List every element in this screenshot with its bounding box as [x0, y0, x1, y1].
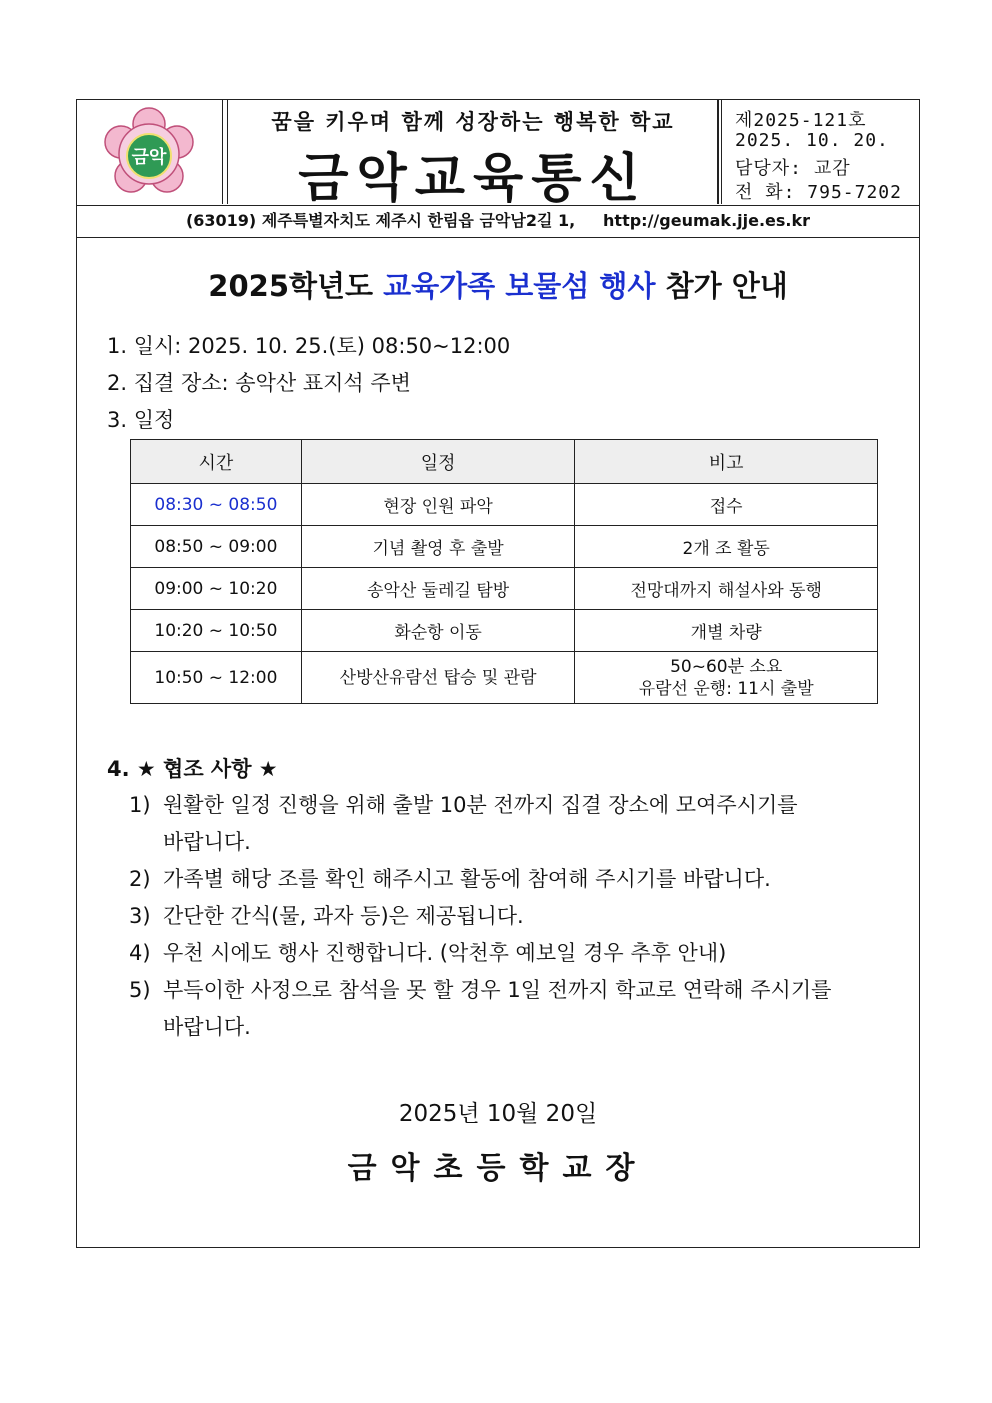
list-item	[129, 861, 915, 898]
logo-cell	[77, 100, 223, 204]
note-cell	[575, 652, 878, 704]
phone: 전 화: 795-7202	[735, 182, 902, 203]
masthead	[229, 100, 717, 209]
table-row	[131, 484, 878, 526]
document-title	[77, 264, 919, 305]
event-cell: 화순항 이동	[301, 610, 575, 652]
manager: 담당자: 교감	[735, 158, 851, 179]
list-item	[129, 787, 915, 861]
column-header-event: 일정	[301, 440, 575, 484]
event-cell: 송악산 둘레길 탐방	[301, 568, 575, 610]
school-principal: 금악초등학교장	[347, 1151, 649, 1186]
list-item	[129, 972, 915, 1046]
list-text: 간단한 간식(물, 과자 등)은 제공됩니다.	[163, 904, 524, 928]
schedule-table	[130, 439, 878, 704]
list-number: 1)	[129, 793, 151, 817]
list-text: 원활한 일정 진행을 위해 출발 10분 전까지 집결 장소에 모여주시기를	[163, 793, 798, 817]
table-row	[131, 568, 878, 610]
time-cell: 10:20 ~ 10:50	[131, 610, 302, 652]
svg-text:금악: 금악	[131, 147, 167, 168]
note-cell: 접수	[575, 484, 878, 526]
note-line-2: 유람선 운행: 11시 출발	[638, 678, 814, 699]
item-datetime: 1. 일시: 2025. 10. 25.(토) 08:50~12:00	[107, 334, 511, 358]
column-header-time: 시간	[131, 440, 302, 484]
note-line-1: 50~60분 소요	[670, 656, 783, 677]
address-line: (63019) 제주특별자치도 제주시 한림읍 금악남2길 1, http://geumak.jje.es.kr	[77, 206, 919, 238]
issue-date-footer: 2025년 10월 20일	[398, 1101, 598, 1127]
time-cell: 08:30 ~ 08:50	[131, 484, 302, 526]
title-highlight: 교육가족 보물섬 행사	[383, 269, 656, 303]
title-prefix: 2025학년도	[208, 269, 384, 303]
event-cell: 산방산유람선 탑승 및 관람	[301, 652, 575, 704]
item-meeting-place: 2. 집결 장소: 송악산 표지석 주변	[107, 371, 411, 395]
event-cell: 현장 인원 파악	[301, 484, 575, 526]
table-row	[131, 526, 878, 568]
note-cell: 개별 차량	[575, 610, 878, 652]
divider	[227, 100, 228, 204]
note-cell: 전망대까지 해설사와 동행	[575, 568, 878, 610]
publication-title: 금악교육통신	[298, 149, 648, 209]
time-cell: 09:00 ~ 10:20	[131, 568, 302, 610]
list-number: 2)	[129, 867, 151, 891]
list-text: 우천 시에도 행사 진행합니다. (악천후 예보일 경우 추후 안내)	[163, 941, 727, 965]
list-number: 3)	[129, 904, 151, 928]
school-emblem-icon	[99, 104, 199, 204]
issue-info	[723, 100, 919, 204]
title-suffix: 참가 안내	[655, 269, 788, 303]
list-number: 4)	[129, 941, 151, 965]
issue-number: 제2025-121호	[735, 110, 867, 131]
list-text: 가족별 해당 조를 확인 해주시고 활동에 참여해 주시기를 바랍니다.	[163, 867, 771, 891]
list-text-continued: 바랍니다.	[163, 1015, 251, 1039]
list-item	[129, 898, 915, 935]
table-row	[131, 652, 878, 704]
event-cell: 기념 촬영 후 출발	[301, 526, 575, 568]
newsletter-header	[77, 100, 919, 209]
divider	[721, 100, 722, 204]
cooperation-heading: 4. ★ 협조 사항 ★	[107, 757, 278, 781]
time-cell: 08:50 ~ 09:00	[131, 526, 302, 568]
item-schedule: 3. 일정	[107, 408, 175, 432]
issue-date: 2025. 10. 20.	[735, 130, 889, 151]
list-text: 부득이한 사정으로 참석을 못 할 경우 1일 전까지 학교로 연락해 주시기를	[163, 978, 832, 1002]
note-cell: 2개 조 활동	[575, 526, 878, 568]
table-header-row	[131, 440, 878, 484]
list-item	[129, 935, 915, 972]
school-motto: 꿈을 키우며 함께 성장하는 행복한 학교	[271, 110, 675, 134]
divider	[717, 100, 719, 204]
newsletter-frame	[76, 99, 920, 1248]
list-number: 5)	[129, 978, 151, 1002]
column-header-note: 비고	[575, 440, 878, 484]
table-row	[131, 610, 878, 652]
list-text-continued: 바랍니다.	[163, 830, 251, 854]
time-cell: 10:50 ~ 12:00	[131, 652, 302, 704]
